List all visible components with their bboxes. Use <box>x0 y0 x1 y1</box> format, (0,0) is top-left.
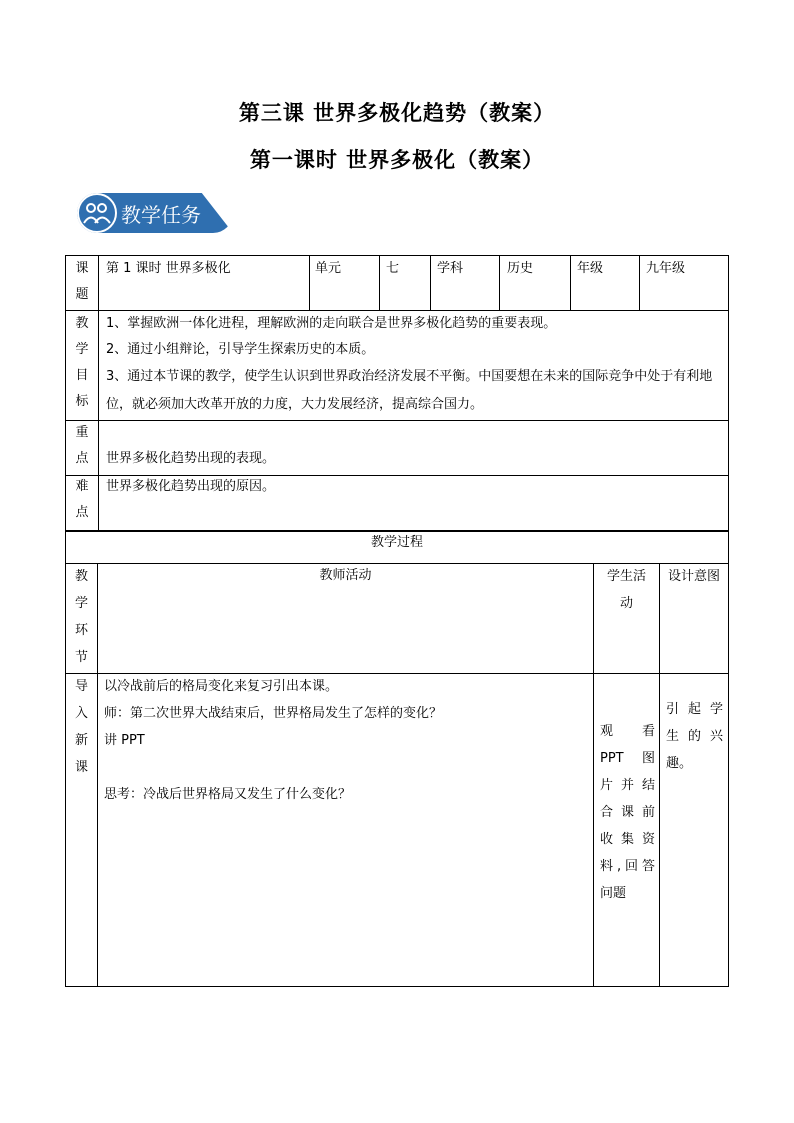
objective-item: 1、掌握欧洲一体化进程，理解欧洲的走向联合是世界多极化趋势的重要表现。 <box>106 316 557 331</box>
student-header: 学生活动 <box>606 569 646 611</box>
teacher-activity <box>104 673 589 808</box>
page-subtitle: 第一课时 世界多极化（教案） <box>249 148 545 172</box>
difficulty-label: 难点 <box>75 479 89 520</box>
grade-value: 九年级 <box>646 261 686 276</box>
intent-header: 设计意图 <box>667 569 720 584</box>
teacher-line <box>104 754 589 781</box>
section-banner <box>77 193 233 233</box>
student-activity: 观 看 PPT 图 片并结 合课前 收集资 料,回答 问题 <box>600 724 655 901</box>
lesson-value: 第 1 课时 世界多极化 <box>106 261 231 276</box>
design-intent: 引起学 生的兴 趣。 <box>666 702 723 771</box>
key-point-label: 重点 <box>75 425 89 466</box>
key-point-text: 世界多极化趋势出现的表现。 <box>106 451 276 466</box>
stage-header: 教学环节 <box>74 569 88 665</box>
teacher-header: 教师活动 <box>319 568 372 583</box>
teacher-line: 以冷战前后的格局变化来复习引出本课。 <box>104 679 339 694</box>
objectives-list <box>106 311 722 419</box>
teacher-line: 思考：冷战后世界格局又发生了什么变化？ <box>104 787 352 802</box>
stage-cell: 导入新课 <box>74 679 88 775</box>
objectives-label: 教学目标 <box>75 316 89 409</box>
process-header: 教学过程 <box>370 535 423 550</box>
objective-item: 3、通过本节课的教学，使学生认识到世界政治经济发展不平衡。中国要想在未来的国际竞争中处于有利地位，就必须加大改革开放的力度，大力发展经济，提高综合国力。 <box>106 369 713 412</box>
lesson-label: 课题 <box>75 261 89 302</box>
subject-value: 历史 <box>507 261 534 276</box>
objective-item: 2、通过小组辩论，引导学生探索历史的本质。 <box>106 342 375 357</box>
page-title: 第三课 世界多极化趋势（教案） <box>238 101 556 125</box>
teacher-line: 讲 PPT <box>104 733 145 748</box>
unit-value: 七 <box>386 261 400 276</box>
teacher-line: 师：第二次世界大战结束后，世界格局发生了怎样的变化？ <box>104 706 443 721</box>
grade-label: 年级 <box>577 261 604 276</box>
people-icon <box>82 200 112 226</box>
banner-label: 教学任务 <box>121 203 201 227</box>
unit-label: 单元 <box>315 261 342 276</box>
subject-label: 学科 <box>437 261 464 276</box>
difficulty-text: 世界多极化趋势出现的原因。 <box>106 479 276 494</box>
